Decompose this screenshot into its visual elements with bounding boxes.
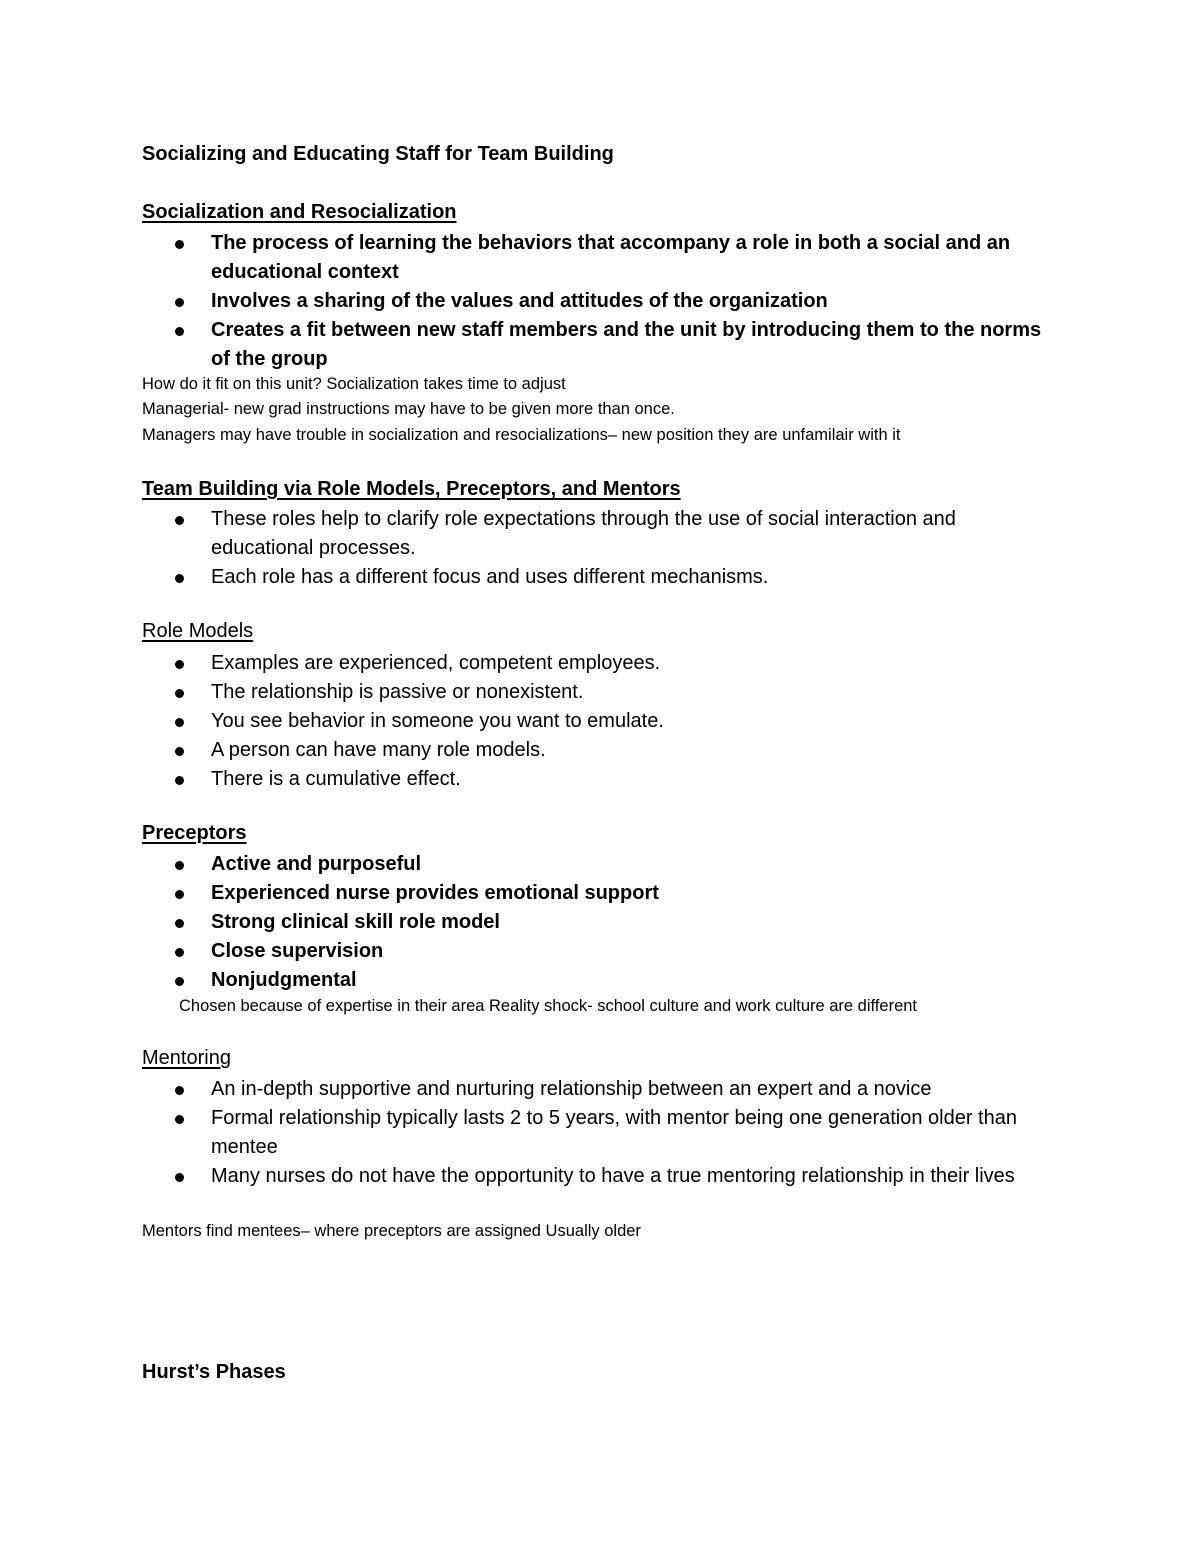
- socialization-note: How do it fit on this unit? Socialization takes time to adjust: [142, 375, 566, 393]
- list-item: Formal relationship typically lasts 2 to 5 years, with mentor being one generation older than mentee: [211, 1104, 1061, 1162]
- list-item: Each role has a different focus and uses different mechanisms.: [211, 563, 1061, 592]
- list-item: The relationship is passive or nonexistent.: [211, 678, 1061, 707]
- list-item: You see behavior in someone you want to emulate.: [211, 707, 1061, 736]
- list-item: There is a cumulative effect.: [211, 765, 1061, 794]
- list-item: The process of learning the behaviors that accompany a role in both a social and an educational context: [211, 229, 1061, 287]
- heading-role-models: Role Models: [142, 620, 254, 642]
- list-item: These roles help to clarify role expectations through the use of social interaction and educational processes.: [211, 505, 1061, 563]
- list-item: Close supervision: [211, 937, 1061, 966]
- preceptors-bullets: [211, 850, 1061, 995]
- list-item: Creates a fit between new staff members and the unit by introducing them to the norms of the group: [211, 316, 1061, 374]
- list-item: A person can have many role models.: [211, 736, 1061, 765]
- socialization-note: Managers may have trouble in socialization and resocializations– new position they are unfamilair with it: [142, 426, 901, 444]
- list-item: Active and purposeful: [211, 850, 1061, 879]
- heading-socialization: Socialization and Resocialization: [142, 201, 457, 223]
- socialization-note: Managerial- new grad instructions may have to be given more than once.: [142, 400, 675, 418]
- socialization-bullets: [211, 229, 1061, 374]
- list-item: Involves a sharing of the values and attitudes of the organization: [211, 287, 1061, 316]
- list-item: An in-depth supportive and nurturing relationship between an expert and a novice: [211, 1075, 1061, 1104]
- list-item: Many nurses do not have the opportunity to have a true mentoring relationship in their lives: [211, 1162, 1061, 1191]
- mentoring-note: Mentors find mentees– where preceptors are assigned Usually older: [142, 1222, 641, 1240]
- list-item: Nonjudgmental: [211, 966, 1061, 995]
- mentoring-bullets: [211, 1075, 1061, 1191]
- list-item: Examples are experienced, competent employees.: [211, 649, 1061, 678]
- preceptors-note: Chosen because of expertise in their area Reality shock- school culture and work culture are different: [179, 997, 918, 1015]
- heading-team-building: Team Building via Role Models, Preceptors, and Mentors: [142, 478, 681, 500]
- heading-preceptors: Preceptors: [142, 822, 247, 844]
- role-models-bullets: [211, 649, 1061, 794]
- document-title: Socializing and Educating Staff for Team Building: [142, 143, 614, 165]
- heading-mentoring: Mentoring: [142, 1047, 231, 1069]
- team-building-bullets: [211, 505, 1061, 592]
- list-item: Strong clinical skill role model: [211, 908, 1061, 937]
- heading-hursts-phases: Hurst’s Phases: [142, 1361, 286, 1383]
- list-item: Experienced nurse provides emotional support: [211, 879, 1061, 908]
